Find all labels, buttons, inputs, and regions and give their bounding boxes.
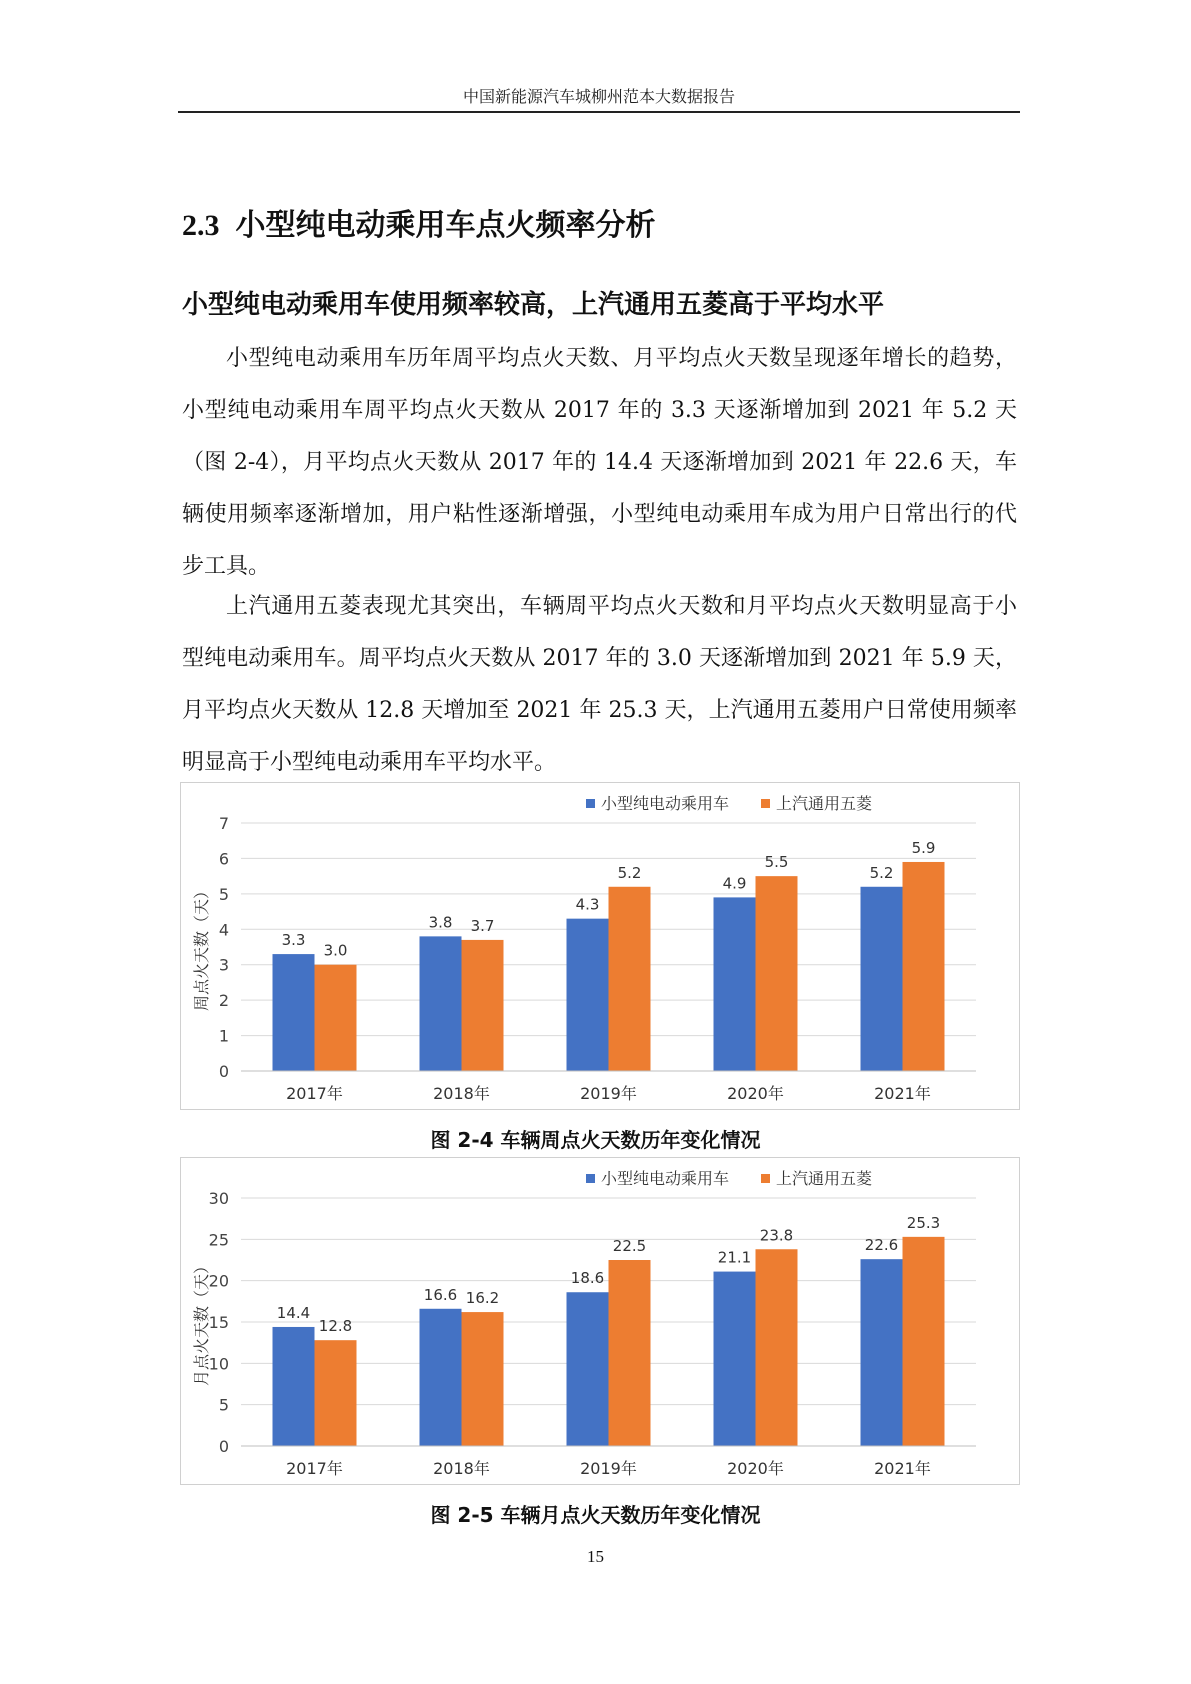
data-label: 3.0 bbox=[323, 941, 348, 960]
bar-small-ev bbox=[714, 897, 756, 1071]
bar-small-ev bbox=[567, 919, 609, 1071]
legend-swatch bbox=[586, 799, 595, 808]
header-divider bbox=[178, 111, 1020, 113]
data-label: 5.2 bbox=[869, 863, 894, 882]
y-tick-label: 30 bbox=[208, 1189, 229, 1208]
data-label: 14.4 bbox=[276, 1303, 311, 1322]
data-label: 3.8 bbox=[428, 913, 453, 932]
bar-sgmw bbox=[756, 876, 798, 1071]
page-number: 15 bbox=[587, 1547, 604, 1566]
data-label: 5.2 bbox=[617, 863, 642, 882]
data-label: 3.3 bbox=[281, 931, 306, 950]
data-label: 4.3 bbox=[575, 895, 600, 914]
y-tick-label: 4 bbox=[218, 920, 229, 940]
paragraph: 小型纯电动乘用车历年周平均点火天数、月平均点火天数呈现逐年增长的趋势，小型纯电动乘用车周平均点火天数从 2017 年的 3.3 天逐渐增加到 2021 年 5.2 天（图 2-4），月平均点火天数从 2017 年的 14.4 天逐渐增加到 2021 年 22.6 天，车辆使用频率逐渐增加，用户粘性逐渐增强，小型纯电动乘用车成为用户日常出行的代步工具。 bbox=[182, 346, 1017, 579]
y-axis-label: 月点火天数（天） bbox=[192, 1257, 211, 1387]
bar-sgmw bbox=[462, 940, 504, 1071]
x-tick-label: 2021年 bbox=[874, 1459, 931, 1478]
bar-small-ev bbox=[273, 954, 315, 1071]
y-tick-label: 5 bbox=[218, 884, 229, 904]
subsection-heading: 小型纯电动乘用车使用频率较高，上汽通用五菱高于平均水平 bbox=[182, 290, 885, 320]
bar-sgmw bbox=[462, 1312, 504, 1446]
figure-caption: 图 2-5 车辆月点火天数历年变化情况 bbox=[430, 1503, 761, 1527]
bar-small-ev bbox=[273, 1327, 315, 1446]
y-tick-label: 1 bbox=[218, 1026, 229, 1046]
data-label: 21.1 bbox=[717, 1248, 752, 1267]
bar-small-ev bbox=[420, 1309, 462, 1446]
data-label: 16.6 bbox=[423, 1285, 458, 1304]
chart-svg bbox=[181, 1158, 1019, 1484]
data-label: 4.9 bbox=[722, 874, 747, 893]
y-tick-label: 0 bbox=[218, 1437, 229, 1456]
y-tick-label: 2 bbox=[218, 991, 229, 1011]
bar-sgmw bbox=[756, 1249, 798, 1446]
paragraph: 上汽通用五菱表现尤其突出，车辆周平均点火天数和月平均点火天数明显高于小型纯电动乘用车。周平均点火天数从 2017 年的 3.0 天逐渐增加到 2021 年 5.9 天，月平均点火天数从 12.8 天增加至 2021 年 25.3 天，上汽通用五菱用户日常使用频率明显高于小型纯电动乘用车平均水平。 bbox=[182, 594, 1017, 775]
bar-small-ev bbox=[420, 936, 462, 1071]
bar-sgmw bbox=[903, 862, 945, 1071]
section-title-text: 小型纯电动乘用车点火频率分析 bbox=[235, 208, 656, 243]
y-tick-label: 25 bbox=[208, 1230, 229, 1250]
section-heading bbox=[182, 200, 656, 244]
bar-small-ev bbox=[861, 887, 903, 1071]
x-tick-label: 2019年 bbox=[580, 1459, 637, 1478]
bar-small-ev bbox=[714, 1272, 756, 1446]
x-tick-label: 2021年 bbox=[874, 1084, 931, 1103]
data-label: 22.5 bbox=[612, 1237, 647, 1255]
data-label: 5.9 bbox=[911, 838, 936, 857]
section-number: 2.3 bbox=[182, 209, 220, 242]
y-tick-label: 0 bbox=[218, 1062, 229, 1081]
x-tick-label: 2020年 bbox=[727, 1459, 784, 1478]
legend-label: 小型纯电动乘用车 bbox=[601, 1169, 730, 1188]
data-label: 3.7 bbox=[470, 916, 495, 935]
y-tick-label: 20 bbox=[208, 1271, 229, 1291]
bar-sgmw bbox=[315, 965, 357, 1071]
x-tick-label: 2017年 bbox=[286, 1459, 343, 1478]
x-tick-label: 2018年 bbox=[433, 1459, 490, 1478]
chart-weekly-ignition-days bbox=[180, 782, 1020, 1110]
page-header: 中国新能源汽车城柳州范本大数据报告 bbox=[462, 87, 735, 106]
data-label: 22.6 bbox=[864, 1236, 899, 1255]
bar-sgmw bbox=[315, 1340, 357, 1446]
y-tick-label: 3 bbox=[218, 955, 229, 975]
legend-label: 小型纯电动乘用车 bbox=[601, 794, 730, 813]
legend-swatch bbox=[586, 1174, 595, 1183]
data-label: 18.6 bbox=[570, 1269, 605, 1288]
y-axis-label: 周点火天数（天） bbox=[192, 882, 211, 1012]
data-label: 5.5 bbox=[764, 853, 789, 872]
figure-caption: 图 2-4 车辆周点火天数历年变化情况 bbox=[430, 1128, 761, 1152]
legend-swatch bbox=[761, 1174, 770, 1183]
x-tick-label: 2017年 bbox=[286, 1084, 343, 1103]
legend-label: 上汽通用五菱 bbox=[776, 794, 873, 813]
bar-small-ev bbox=[861, 1259, 903, 1446]
x-tick-label: 2019年 bbox=[580, 1084, 637, 1103]
y-tick-label: 10 bbox=[208, 1354, 229, 1374]
chart-monthly-ignition-days bbox=[180, 1157, 1020, 1485]
bar-sgmw bbox=[609, 1260, 651, 1446]
chart-svg bbox=[181, 783, 1019, 1109]
bar-sgmw bbox=[609, 887, 651, 1071]
x-tick-label: 2018年 bbox=[433, 1084, 490, 1103]
data-label: 23.8 bbox=[759, 1226, 794, 1245]
legend-label: 上汽通用五菱 bbox=[776, 1169, 873, 1188]
data-label: 16.2 bbox=[465, 1289, 500, 1308]
bar-small-ev bbox=[567, 1292, 609, 1446]
legend-swatch bbox=[761, 799, 770, 808]
y-tick-label: 5 bbox=[218, 1395, 229, 1415]
y-tick-label: 6 bbox=[218, 849, 229, 869]
data-label: 25.3 bbox=[906, 1213, 941, 1232]
y-tick-label: 7 bbox=[218, 814, 229, 833]
x-tick-label: 2020年 bbox=[727, 1084, 784, 1103]
y-tick-label: 15 bbox=[208, 1313, 229, 1332]
data-label: 12.8 bbox=[318, 1317, 353, 1336]
bar-sgmw bbox=[903, 1237, 945, 1446]
